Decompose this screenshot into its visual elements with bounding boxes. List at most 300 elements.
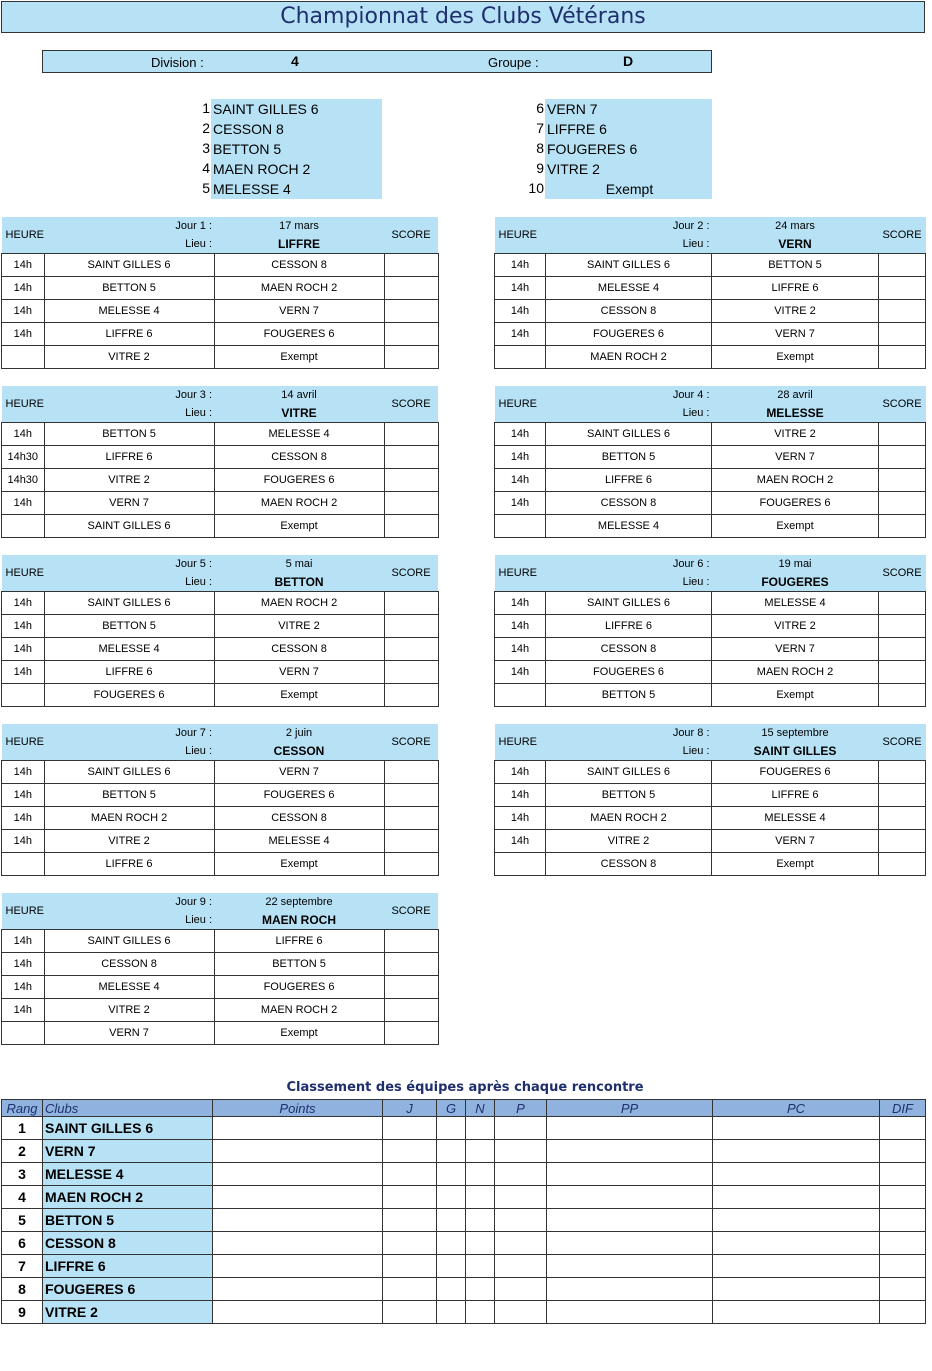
heure-header: HEURE	[2, 893, 45, 930]
score-input-cell[interactable]	[879, 784, 926, 807]
match-away-team: CESSON 8	[214, 254, 384, 277]
stat-cell[interactable]	[880, 1209, 926, 1232]
stat-cell[interactable]	[495, 1278, 547, 1301]
match-away-team: VERN 7	[712, 638, 879, 661]
stat-cell[interactable]	[547, 1209, 713, 1232]
stat-cell[interactable]	[213, 1140, 383, 1163]
day-venue: BETTON	[274, 575, 324, 589]
stat-cell[interactable]	[437, 1255, 466, 1278]
stat-cell[interactable]	[437, 1301, 466, 1324]
stat-cell[interactable]	[495, 1255, 547, 1278]
score-input-cell[interactable]	[879, 592, 926, 615]
match-away-team: LIFFRE 6	[712, 784, 879, 807]
match-away-team: Exempt	[712, 684, 879, 707]
stat-cell[interactable]	[466, 1278, 495, 1301]
day-date: 28 avril	[777, 389, 813, 401]
day-label: Jour 9 :	[175, 896, 213, 908]
stat-cell[interactable]	[437, 1232, 466, 1255]
day-date-cell	[214, 555, 384, 592]
match-away-team: FOUGERES 6	[712, 761, 879, 784]
team-number: 3	[202, 140, 210, 156]
match-row	[495, 592, 926, 615]
match-home-team: LIFFRE 6	[546, 615, 712, 638]
score-input-cell[interactable]	[384, 930, 438, 953]
match-home-team: VITRE 2	[44, 469, 214, 492]
stat-cell[interactable]	[383, 1278, 437, 1301]
match-row	[2, 976, 439, 999]
match-row	[2, 930, 439, 953]
match-row	[2, 515, 439, 538]
match-away-team: MAEN ROCH 2	[712, 469, 879, 492]
match-time: 14h	[2, 492, 45, 515]
score-input-cell[interactable]	[384, 300, 438, 323]
club-name: MAEN ROCH 2	[43, 1186, 213, 1209]
match-row	[2, 469, 439, 492]
stat-cell[interactable]	[547, 1255, 713, 1278]
match-time	[2, 346, 45, 369]
day-label: Jour 4 :	[672, 389, 710, 401]
match-row	[495, 661, 926, 684]
stat-cell[interactable]	[213, 1186, 383, 1209]
score-header: SCORE	[384, 724, 438, 761]
stat-cell[interactable]	[713, 1278, 880, 1301]
match-row	[2, 300, 439, 323]
match-home-team: BETTON 5	[44, 423, 214, 446]
stat-cell[interactable]	[880, 1278, 926, 1301]
day-label-cell	[44, 386, 214, 423]
score-header: SCORE	[879, 724, 926, 761]
score-input-cell[interactable]	[879, 807, 926, 830]
match-day-table	[494, 386, 926, 538]
score-input-cell[interactable]	[384, 323, 438, 346]
stat-cell[interactable]	[466, 1163, 495, 1186]
score-input-cell[interactable]	[384, 638, 438, 661]
match-time: 14h	[2, 953, 45, 976]
match-time: 14h	[2, 615, 45, 638]
score-header: SCORE	[879, 386, 926, 423]
match-away-team: BETTON 5	[214, 953, 384, 976]
stat-cell[interactable]	[213, 1209, 383, 1232]
score-header: SCORE	[384, 555, 438, 592]
score-input-cell[interactable]	[384, 807, 438, 830]
score-input-cell[interactable]	[879, 300, 926, 323]
match-home-team: VITRE 2	[44, 830, 214, 853]
score-input-cell[interactable]	[879, 423, 926, 446]
team-number: 6	[536, 100, 544, 116]
match-time: 14h	[2, 761, 45, 784]
match-row	[2, 761, 439, 784]
match-home-team: SAINT GILLES 6	[44, 592, 214, 615]
stat-cell[interactable]	[713, 1232, 880, 1255]
ranking-row	[2, 1232, 926, 1255]
match-home-team: VITRE 2	[44, 346, 214, 369]
stat-cell[interactable]	[466, 1209, 495, 1232]
stat-cell[interactable]	[213, 1232, 383, 1255]
match-away-team: Exempt	[214, 853, 384, 876]
match-away-team: LIFFRE 6	[214, 930, 384, 953]
day-date-cell	[712, 555, 879, 592]
match-row	[495, 615, 926, 638]
day-label: Jour 3 :	[175, 389, 213, 401]
day-date: 2 juin	[285, 727, 313, 739]
day-date: 14 avril	[281, 389, 317, 401]
match-home-team: CESSON 8	[44, 953, 214, 976]
score-input-cell[interactable]	[384, 976, 438, 999]
match-home-team: FOUGERES 6	[546, 323, 712, 346]
match-time: 14h	[495, 423, 546, 446]
match-home-team: SAINT GILLES 6	[44, 930, 214, 953]
day-date-cell	[712, 386, 879, 423]
score-input-cell[interactable]	[879, 684, 926, 707]
day-label: Jour 2 :	[672, 220, 710, 232]
score-header: SCORE	[879, 555, 926, 592]
match-time: 14h30	[2, 469, 45, 492]
stat-cell[interactable]	[495, 1232, 547, 1255]
division-label: Division :	[151, 55, 204, 70]
stat-cell[interactable]	[713, 1255, 880, 1278]
stat-cell[interactable]	[495, 1140, 547, 1163]
score-input-cell[interactable]	[384, 661, 438, 684]
score-input-cell[interactable]	[384, 592, 438, 615]
stat-cell[interactable]	[437, 1209, 466, 1232]
team-number: 4	[202, 160, 210, 176]
match-time: 14h	[495, 661, 546, 684]
match-day-table	[494, 217, 926, 369]
match-time: 14h	[495, 638, 546, 661]
match-away-team: VITRE 2	[712, 423, 879, 446]
day-date: 22 septembre	[265, 896, 333, 908]
ranking-header-cell: Clubs	[43, 1100, 213, 1117]
match-row	[2, 254, 439, 277]
stat-cell[interactable]	[713, 1117, 880, 1140]
rank-number: 5	[2, 1209, 43, 1232]
stat-cell[interactable]	[466, 1186, 495, 1209]
match-row	[2, 784, 439, 807]
score-input-cell[interactable]	[879, 853, 926, 876]
score-input-cell[interactable]	[879, 346, 926, 369]
club-name: BETTON 5	[43, 1209, 213, 1232]
stat-cell[interactable]	[383, 1255, 437, 1278]
stat-cell[interactable]	[383, 1140, 437, 1163]
match-away-team: FOUGERES 6	[214, 976, 384, 999]
match-row	[495, 684, 926, 707]
match-row	[495, 807, 926, 830]
stat-cell[interactable]	[383, 1163, 437, 1186]
match-row	[2, 999, 439, 1022]
match-time: 14h	[495, 615, 546, 638]
match-home-team: SAINT GILLES 6	[546, 761, 712, 784]
match-time	[2, 1022, 45, 1045]
day-label: Jour 8 :	[672, 727, 710, 739]
match-row	[495, 469, 926, 492]
match-away-team: Exempt	[712, 853, 879, 876]
match-away-team: Exempt	[214, 1022, 384, 1045]
ranking-header-cell: DIF	[880, 1100, 926, 1117]
stat-cell[interactable]	[437, 1117, 466, 1140]
match-away-team: BETTON 5	[712, 254, 879, 277]
stat-cell[interactable]	[213, 1278, 383, 1301]
stat-cell[interactable]	[880, 1163, 926, 1186]
stat-cell[interactable]	[437, 1163, 466, 1186]
match-home-team: MELESSE 4	[44, 300, 214, 323]
stat-cell[interactable]	[495, 1117, 547, 1140]
match-row	[2, 446, 439, 469]
stat-cell[interactable]	[713, 1163, 880, 1186]
match-row	[2, 807, 439, 830]
stat-cell[interactable]	[880, 1140, 926, 1163]
stat-cell[interactable]	[383, 1117, 437, 1140]
day-date: 19 mai	[778, 558, 812, 570]
match-time: 14h	[495, 807, 546, 830]
ranking-header-cell: N	[466, 1100, 495, 1117]
stat-cell[interactable]	[213, 1255, 383, 1278]
match-home-team: SAINT GILLES 6	[44, 254, 214, 277]
match-home-team: FOUGERES 6	[44, 684, 214, 707]
score-input-cell[interactable]	[384, 446, 438, 469]
score-input-cell[interactable]	[879, 446, 926, 469]
day-date-cell	[712, 217, 879, 254]
day-label-cell	[546, 217, 712, 254]
stat-cell[interactable]	[466, 1232, 495, 1255]
ranking-table	[1, 1099, 926, 1324]
match-row	[2, 638, 439, 661]
day-date: 17 mars	[279, 220, 319, 232]
score-input-cell[interactable]	[384, 761, 438, 784]
match-home-team: LIFFRE 6	[44, 853, 214, 876]
match-away-team: CESSON 8	[214, 446, 384, 469]
match-time: 14h	[2, 830, 45, 853]
ranking-header-cell: PC	[713, 1100, 880, 1117]
match-row	[495, 638, 926, 661]
match-time: 14h	[495, 300, 546, 323]
stat-cell[interactable]	[495, 1209, 547, 1232]
match-away-team: MELESSE 4	[214, 830, 384, 853]
match-away-team: VERN 7	[214, 661, 384, 684]
groupe-value: D	[623, 53, 634, 69]
score-input-cell[interactable]	[384, 830, 438, 853]
day-venue: MAEN ROCH	[262, 913, 337, 927]
lieu-label: Lieu :	[682, 745, 710, 757]
match-time: 14h30	[2, 446, 45, 469]
match-away-team: MAEN ROCH 2	[214, 277, 384, 300]
stat-cell[interactable]	[437, 1140, 466, 1163]
stat-cell[interactable]	[547, 1186, 713, 1209]
match-time: 14h	[2, 423, 45, 446]
score-input-cell[interactable]	[879, 277, 926, 300]
stat-cell[interactable]	[495, 1163, 547, 1186]
score-input-cell[interactable]	[384, 515, 438, 538]
stat-cell[interactable]	[437, 1186, 466, 1209]
stat-cell[interactable]	[466, 1301, 495, 1324]
score-input-cell[interactable]	[384, 684, 438, 707]
day-venue: LIFFRE	[278, 237, 321, 251]
rank-number: 4	[2, 1186, 43, 1209]
score-header: SCORE	[384, 217, 438, 254]
score-header: SCORE	[384, 386, 438, 423]
ranking-header-cell: Rang	[2, 1100, 43, 1117]
stat-cell[interactable]	[213, 1163, 383, 1186]
stat-cell[interactable]	[495, 1301, 547, 1324]
day-label-cell	[44, 724, 214, 761]
match-row	[495, 492, 926, 515]
match-row	[2, 1022, 439, 1045]
match-time: 14h	[2, 976, 45, 999]
stat-cell[interactable]	[495, 1186, 547, 1209]
score-input-cell[interactable]	[879, 615, 926, 638]
stat-cell[interactable]	[383, 1209, 437, 1232]
team-name: VERN 7	[545, 99, 712, 119]
match-row	[2, 592, 439, 615]
stat-cell[interactable]	[547, 1163, 713, 1186]
rank-number: 6	[2, 1232, 43, 1255]
match-time: 14h	[495, 277, 546, 300]
match-away-team: Exempt	[712, 346, 879, 369]
day-venue: SAINT GILLES	[753, 744, 837, 758]
score-input-cell[interactable]	[384, 492, 438, 515]
match-home-team: MAEN ROCH 2	[546, 346, 712, 369]
match-time	[2, 684, 45, 707]
score-input-cell[interactable]	[879, 661, 926, 684]
stat-cell[interactable]	[466, 1140, 495, 1163]
score-input-cell[interactable]	[879, 761, 926, 784]
stat-cell[interactable]	[547, 1301, 713, 1324]
heure-header: HEURE	[2, 217, 45, 254]
stat-cell[interactable]	[880, 1301, 926, 1324]
stat-cell[interactable]	[880, 1117, 926, 1140]
day-label-cell	[44, 555, 214, 592]
ranking-row	[2, 1278, 926, 1301]
stat-cell[interactable]	[547, 1232, 713, 1255]
team-number: 7	[536, 120, 544, 136]
ranking-header-cell: Points	[213, 1100, 383, 1117]
day-date-cell	[214, 724, 384, 761]
heure-header: HEURE	[2, 724, 45, 761]
score-input-cell[interactable]	[879, 830, 926, 853]
stat-cell[interactable]	[713, 1209, 880, 1232]
match-home-team: LIFFRE 6	[44, 323, 214, 346]
match-home-team: BETTON 5	[546, 784, 712, 807]
stat-cell[interactable]	[466, 1255, 495, 1278]
stat-cell[interactable]	[466, 1117, 495, 1140]
stat-cell[interactable]	[383, 1232, 437, 1255]
score-input-cell[interactable]	[879, 515, 926, 538]
day-label: Jour 5 :	[175, 558, 213, 570]
score-input-cell[interactable]	[384, 254, 438, 277]
day-label-cell	[546, 555, 712, 592]
club-name: MELESSE 4	[43, 1163, 213, 1186]
match-away-team: MAEN ROCH 2	[214, 492, 384, 515]
club-name: FOUGERES 6	[43, 1278, 213, 1301]
day-venue: MELESSE	[766, 406, 824, 420]
day-label-cell	[44, 893, 214, 930]
match-time: 14h	[495, 761, 546, 784]
day-label: Jour 1 :	[175, 220, 213, 232]
rank-number: 8	[2, 1278, 43, 1301]
stat-cell[interactable]	[547, 1140, 713, 1163]
stat-cell[interactable]	[213, 1117, 383, 1140]
stat-cell[interactable]	[713, 1301, 880, 1324]
match-home-team: CESSON 8	[546, 638, 712, 661]
score-input-cell[interactable]	[879, 254, 926, 277]
match-home-team: BETTON 5	[44, 615, 214, 638]
match-away-team: VERN 7	[712, 323, 879, 346]
match-day-table	[494, 724, 926, 876]
match-row	[495, 853, 926, 876]
match-time	[2, 853, 45, 876]
team-name: MAEN ROCH 2	[211, 159, 382, 179]
score-input-cell[interactable]	[384, 423, 438, 446]
match-home-team: VITRE 2	[44, 999, 214, 1022]
rank-number: 7	[2, 1255, 43, 1278]
stat-cell[interactable]	[383, 1301, 437, 1324]
stat-cell[interactable]	[547, 1117, 713, 1140]
score-input-cell[interactable]	[384, 999, 438, 1022]
stat-cell[interactable]	[880, 1255, 926, 1278]
stat-cell[interactable]	[713, 1140, 880, 1163]
match-row	[2, 615, 439, 638]
page-title: Championnat des Clubs Vétérans	[1, 1, 925, 33]
score-input-cell[interactable]	[384, 784, 438, 807]
heure-header: HEURE	[495, 217, 546, 254]
division-value: 4	[291, 53, 299, 69]
match-home-team: MELESSE 4	[546, 277, 712, 300]
team-name: BETTON 5	[211, 139, 382, 159]
score-input-cell[interactable]	[879, 492, 926, 515]
match-time: 14h	[2, 999, 45, 1022]
match-row	[2, 853, 439, 876]
match-home-team: LIFFRE 6	[44, 661, 214, 684]
match-home-team: MAEN ROCH 2	[546, 807, 712, 830]
match-time	[495, 684, 546, 707]
match-home-team: BETTON 5	[44, 277, 214, 300]
score-input-cell[interactable]	[384, 346, 438, 369]
rank-number: 1	[2, 1117, 43, 1140]
match-away-team: FOUGERES 6	[214, 323, 384, 346]
score-input-cell[interactable]	[384, 853, 438, 876]
match-day-table	[1, 555, 439, 707]
stat-cell[interactable]	[383, 1186, 437, 1209]
heure-header: HEURE	[495, 386, 546, 423]
score-input-cell[interactable]	[384, 277, 438, 300]
score-input-cell[interactable]	[384, 1022, 438, 1045]
day-label: Jour 6 :	[672, 558, 710, 570]
score-input-cell[interactable]	[879, 469, 926, 492]
score-input-cell[interactable]	[384, 953, 438, 976]
groupe-label: Groupe :	[488, 55, 539, 70]
match-home-team: SAINT GILLES 6	[44, 515, 214, 538]
match-row	[495, 346, 926, 369]
score-input-cell[interactable]	[384, 469, 438, 492]
match-away-team: CESSON 8	[214, 638, 384, 661]
stat-cell[interactable]	[880, 1232, 926, 1255]
match-away-team: Exempt	[214, 684, 384, 707]
stat-cell[interactable]	[547, 1278, 713, 1301]
match-time: 14h	[495, 592, 546, 615]
score-input-cell[interactable]	[879, 323, 926, 346]
stat-cell[interactable]	[713, 1186, 880, 1209]
score-input-cell[interactable]	[879, 638, 926, 661]
match-row	[495, 515, 926, 538]
team-name: MELESSE 4	[211, 179, 382, 199]
score-input-cell[interactable]	[384, 615, 438, 638]
stat-cell[interactable]	[437, 1278, 466, 1301]
match-time: 14h	[2, 807, 45, 830]
lieu-label: Lieu :	[185, 745, 213, 757]
score-header: SCORE	[879, 217, 926, 254]
team-number: 9	[536, 160, 544, 176]
stat-cell[interactable]	[213, 1301, 383, 1324]
stat-cell[interactable]	[880, 1186, 926, 1209]
